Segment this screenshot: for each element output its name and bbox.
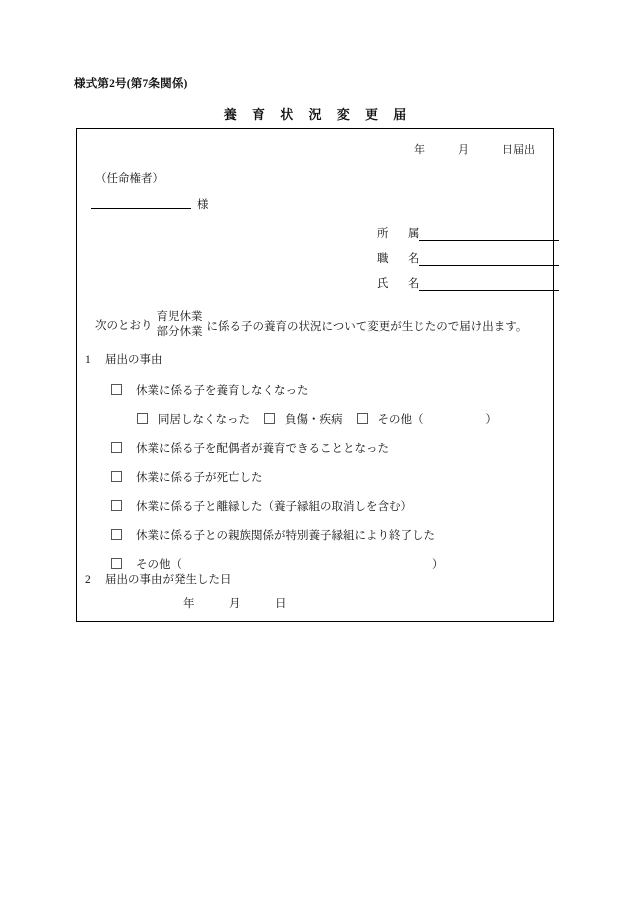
reason-item-1-subitems xyxy=(111,404,497,433)
reason-item-4[interactable] xyxy=(111,491,497,520)
sub-reason-3-close: ） xyxy=(485,413,497,426)
applicant-input-name[interactable] xyxy=(419,277,559,291)
applicant-input-position[interactable] xyxy=(419,252,559,266)
leave-type-partial[interactable]: 部分休業 xyxy=(156,326,203,339)
reason-item-4-label: 休業に係る子と離縁した（養子縁組の取消しを含む） xyxy=(136,500,412,513)
form-code: 様式第2号(第7条関係) xyxy=(74,78,188,90)
section-1-heading xyxy=(85,351,163,367)
reason-item-3[interactable] xyxy=(111,462,497,491)
reason-item-1-label: 休業に係る子を養育しなくなった xyxy=(136,384,309,397)
checkbox-icon[interactable] xyxy=(111,384,122,395)
statement-prefix: 次のとおり xyxy=(95,319,153,332)
addressee-suffix: 様 xyxy=(197,199,209,211)
applicant-info-block xyxy=(377,225,559,300)
reason-item-1[interactable] xyxy=(111,375,497,404)
page-title: 養 育 状 況 変 更 届 xyxy=(223,107,413,122)
section-1-title: 届出の事由 xyxy=(105,354,163,366)
section-2-title: 届出の事由が発生した日 xyxy=(105,574,232,586)
section-2-heading xyxy=(85,571,232,587)
checkbox-icon[interactable] xyxy=(111,529,122,540)
section-1-number: 1 xyxy=(85,354,91,366)
checkbox-icon[interactable] xyxy=(111,471,122,482)
applicant-field-position xyxy=(377,250,559,266)
reason-item-5-label: 休業に係る子との親族関係が特別養子縁組により終了した xyxy=(136,529,435,542)
addressee-blank-field[interactable] xyxy=(91,195,191,209)
checkbox-icon[interactable] xyxy=(357,413,368,424)
applicant-label-name: 氏 名 xyxy=(377,278,424,290)
leave-type-childcare[interactable]: 育児休業 xyxy=(156,311,203,323)
occurrence-date-line[interactable]: 年 月 日 xyxy=(183,598,287,610)
section-2-number: 2 xyxy=(85,574,91,586)
applicant-label-position: 職 名 xyxy=(377,253,424,265)
applicant-input-affiliation[interactable] xyxy=(419,227,559,241)
statement-sentence xyxy=(95,310,527,340)
reason-item-2-label: 休業に係る子を配偶者が養育できることとなった xyxy=(136,442,389,455)
form-frame xyxy=(76,128,554,622)
checkbox-icon[interactable] xyxy=(137,413,148,424)
leave-type-options xyxy=(157,310,203,340)
reason-item-2[interactable] xyxy=(111,433,497,462)
reason-item-other-close: ） xyxy=(432,558,444,571)
checkbox-icon[interactable] xyxy=(264,413,275,424)
sub-reason-3-label: その他（ xyxy=(377,413,424,426)
sub-reason-3 xyxy=(378,411,498,427)
reason-item-3-label: 休業に係る子が死亡した xyxy=(136,471,263,484)
appointer-label: （任命権者） xyxy=(95,173,164,185)
checkbox-icon[interactable] xyxy=(111,558,122,569)
reason-item-5[interactable] xyxy=(111,520,497,549)
applicant-field-name xyxy=(377,275,559,291)
statement-suffix: に係る子の養育の状況について変更が生じたので届け出ます。 xyxy=(206,321,528,334)
checkbox-icon[interactable] xyxy=(111,442,122,453)
reason-list xyxy=(111,375,497,578)
submission-date-line: 年 月 日届出 xyxy=(414,144,535,156)
applicant-field-affiliation xyxy=(377,225,559,241)
reason-item-other-label: その他（ xyxy=(136,558,182,571)
sub-reason-2-label: 負傷・疾病 xyxy=(285,413,343,426)
sub-reason-1-label: 同居しなくなった xyxy=(158,413,250,426)
applicant-label-affiliation: 所 属 xyxy=(377,228,424,240)
checkbox-icon[interactable] xyxy=(111,500,122,511)
addressee-line xyxy=(91,195,209,212)
